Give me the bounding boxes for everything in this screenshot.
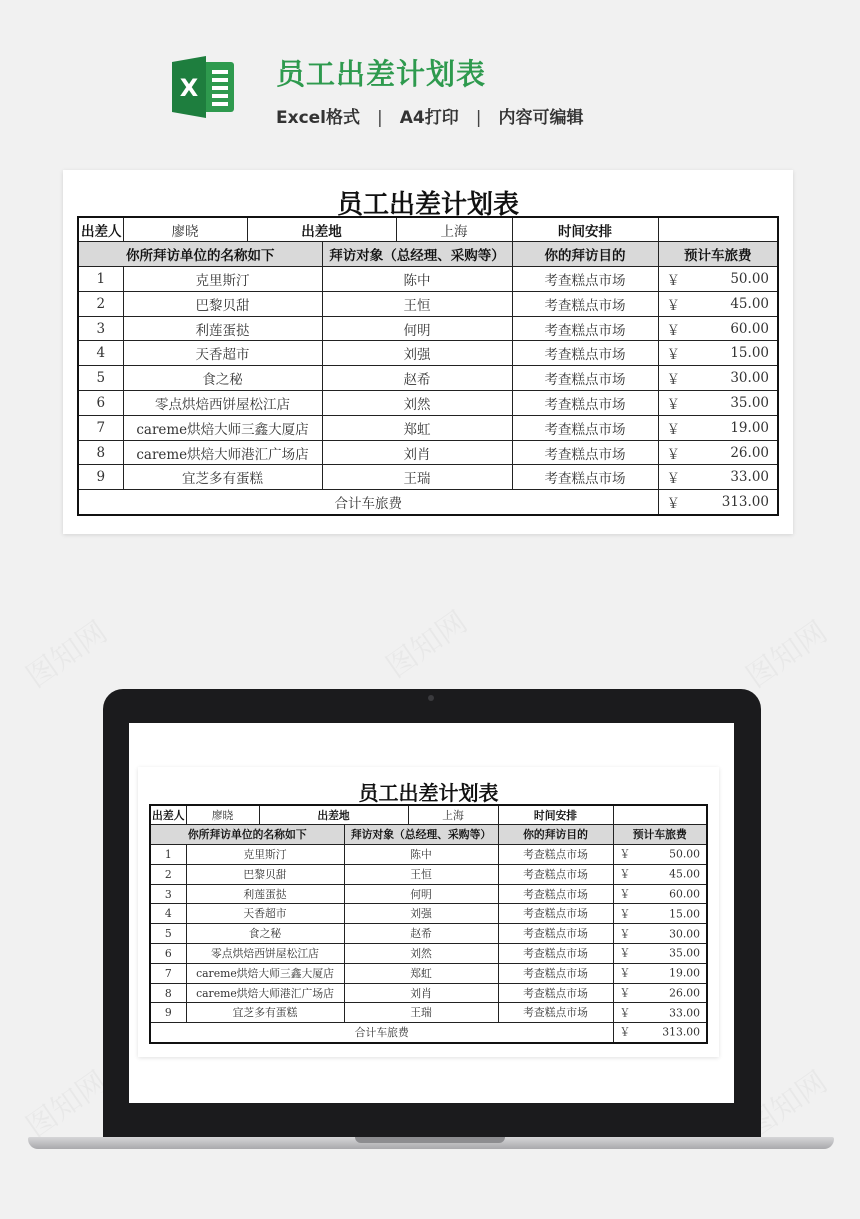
currency-symbol: ￥ (619, 1025, 631, 1039)
fee-amount: 35.00 (669, 946, 701, 960)
row-number: 8 (78, 440, 123, 465)
separator: | (377, 108, 383, 128)
travel-fee (613, 904, 707, 924)
travel-fee (613, 884, 707, 904)
currency-symbol: ￥ (619, 907, 631, 921)
travel-fee (613, 1003, 707, 1023)
currency-symbol: ￥ (619, 887, 631, 901)
unit-name: 零点烘焙西饼屋松江店 (186, 944, 344, 964)
format-tag: Excel格式 (276, 108, 361, 128)
contact-name: 何明 (344, 884, 498, 904)
total-fee (613, 1023, 707, 1043)
schedule-value (658, 217, 778, 242)
contact-name: 郑虹 (344, 963, 498, 983)
separator: | (475, 108, 482, 128)
table-row (78, 415, 778, 440)
travel-fee (658, 415, 778, 440)
table-row (150, 944, 707, 964)
traveler-value: 廖晓 (123, 217, 247, 242)
fee-amount: 50.00 (730, 270, 769, 287)
currency-symbol: ￥ (666, 322, 680, 339)
contact-name: 刘然 (322, 391, 512, 416)
contact-name: 陈中 (344, 845, 498, 865)
table-row (78, 366, 778, 391)
watermark (736, 608, 835, 696)
contact-name: 刘然 (344, 944, 498, 964)
contact-name: 陈中 (322, 267, 512, 292)
unit-name: 食之秘 (186, 924, 344, 944)
travel-fee (613, 924, 707, 944)
column-header-unit: 你所拜访单位的名称如下 (150, 825, 344, 845)
visit-purpose: 考查糕点市场 (498, 845, 613, 865)
visit-purpose: 考查糕点市场 (498, 944, 613, 964)
spreadsheet-preview (63, 170, 793, 534)
currency-symbol: ￥ (666, 446, 680, 463)
fee-amount: 50.00 (669, 847, 701, 861)
currency-symbol: ￥ (619, 946, 631, 960)
column-header-contact: 拜访对象（总经理、采购等） (344, 825, 498, 845)
excel-logo-icon (170, 56, 236, 118)
travel-fee (658, 366, 778, 391)
currency-symbol: ￥ (666, 372, 680, 389)
fee-amount: 45.00 (669, 867, 701, 881)
row-number: 3 (150, 884, 186, 904)
travel-fee (658, 465, 778, 490)
watermark (376, 598, 475, 686)
page-title: 员工出差计划表 (276, 57, 487, 91)
visit-purpose: 考查糕点市场 (498, 924, 613, 944)
total-label: 合计车旅费 (78, 490, 658, 515)
traveler-label: 出差人 (150, 805, 186, 825)
unit-name: careme烘焙大师港汇广场店 (186, 983, 344, 1003)
currency-symbol: ￥ (666, 347, 680, 364)
contact-name: 郑虹 (322, 415, 512, 440)
contact-name: 何明 (322, 316, 512, 341)
travel-fee (658, 291, 778, 316)
row-number: 8 (150, 983, 186, 1003)
travel-fee (613, 963, 707, 983)
travel-fee (613, 864, 707, 884)
travel-fee (658, 316, 778, 341)
currency-symbol: ￥ (666, 396, 680, 413)
column-header-fee: 预计车旅费 (613, 825, 707, 845)
row-number: 5 (150, 924, 186, 944)
unit-name: 宜芝多有蛋糕 (123, 465, 322, 490)
column-header-purpose: 你的拜访目的 (498, 825, 613, 845)
column-header-row (150, 825, 707, 845)
visit-purpose: 考查糕点市场 (498, 1003, 613, 1023)
table-row (150, 924, 707, 944)
schedule-label: 时间安排 (512, 217, 658, 242)
unit-name: 克里斯汀 (123, 267, 322, 292)
total-label: 合计车旅费 (150, 1023, 613, 1043)
column-header-contact: 拜访对象（总经理、采购等） (322, 242, 512, 267)
unit-name: 天香超市 (186, 904, 344, 924)
schedule-label: 时间安排 (498, 805, 613, 825)
travel-fee (613, 944, 707, 964)
fee-amount: 45.00 (730, 295, 769, 312)
table-row (78, 267, 778, 292)
table-body (78, 217, 778, 515)
table-row (150, 904, 707, 924)
visit-purpose: 考查糕点市场 (498, 884, 613, 904)
watermark (16, 608, 115, 696)
row-number: 2 (78, 291, 123, 316)
unit-name: 食之秘 (123, 366, 322, 391)
table-row (78, 291, 778, 316)
currency-symbol: ￥ (619, 927, 631, 941)
destination-value: 上海 (408, 805, 498, 825)
sheet-title: 员工出差计划表 (336, 190, 519, 220)
travel-fee (658, 341, 778, 366)
currency-symbol: ￥ (619, 867, 631, 881)
row-number: 4 (78, 341, 123, 366)
fee-amount: 15.00 (669, 907, 701, 921)
unit-name: 宜芝多有蛋糕 (186, 1003, 344, 1023)
contact-name: 刘肖 (344, 983, 498, 1003)
destination-label: 出差地 (247, 217, 396, 242)
table-row (78, 341, 778, 366)
contact-name: 王瑞 (322, 465, 512, 490)
visit-purpose: 考查糕点市场 (498, 864, 613, 884)
sheet-title: 员工出差计划表 (358, 781, 499, 805)
fee-amount: 26.00 (669, 986, 701, 1000)
row-number: 2 (150, 864, 186, 884)
unit-name: 零点烘焙西饼屋松江店 (123, 391, 322, 416)
row-number: 3 (78, 316, 123, 341)
info-row (78, 217, 778, 242)
fee-amount: 30.00 (730, 370, 769, 387)
row-number: 4 (150, 904, 186, 924)
info-row (150, 805, 707, 825)
visit-purpose: 考查糕点市场 (498, 983, 613, 1003)
visit-purpose: 考查糕点市场 (512, 391, 658, 416)
fee-amount: 313.00 (721, 493, 769, 510)
camera-icon (428, 695, 434, 701)
visit-purpose: 考查糕点市场 (512, 291, 658, 316)
fee-amount: 26.00 (730, 444, 769, 461)
table-body (150, 805, 707, 1043)
table-row (150, 1003, 707, 1023)
table-row (150, 845, 707, 865)
currency-symbol: ￥ (619, 1006, 631, 1020)
fee-amount: 33.00 (730, 469, 769, 486)
watermark (16, 1058, 115, 1146)
table-row (78, 316, 778, 341)
fee-amount: 19.00 (669, 966, 701, 980)
currency-symbol: ￥ (666, 272, 680, 289)
row-number: 7 (150, 963, 186, 983)
unit-name: 巴黎贝甜 (123, 291, 322, 316)
currency-symbol: ￥ (666, 471, 680, 488)
column-header-unit: 你所拜访单位的名称如下 (78, 242, 322, 267)
table-row (150, 884, 707, 904)
travel-fee (658, 440, 778, 465)
unit-name: careme烘焙大师港汇广场店 (123, 440, 322, 465)
total-row (150, 1023, 707, 1043)
unit-name: 克里斯汀 (186, 845, 344, 865)
visit-purpose: 考查糕点市场 (512, 415, 658, 440)
unit-name: 天香超市 (123, 341, 322, 366)
unit-name: 利莲蛋挞 (186, 884, 344, 904)
table-row (150, 963, 707, 983)
total-row (78, 490, 778, 515)
svg-text:X: X (179, 74, 199, 102)
laptop-screen (129, 723, 734, 1103)
unit-name: 巴黎贝甜 (186, 864, 344, 884)
contact-name: 王恒 (322, 291, 512, 316)
travel-plan-table (149, 804, 708, 1044)
total-fee (658, 490, 778, 515)
row-number: 5 (78, 366, 123, 391)
table-row (78, 465, 778, 490)
travel-plan-table (77, 216, 779, 516)
destination-value: 上海 (396, 217, 512, 242)
contact-name: 刘肖 (322, 440, 512, 465)
travel-fee (658, 391, 778, 416)
currency-symbol: ￥ (619, 847, 631, 861)
contact-name: 刘强 (344, 904, 498, 924)
column-header-fee: 预计车旅费 (658, 242, 778, 267)
fee-amount: 313.00 (662, 1025, 701, 1039)
fee-amount: 60.00 (669, 887, 701, 901)
edit-tag: 内容可编辑 (498, 108, 584, 128)
column-header-row (78, 242, 778, 267)
table-row (78, 391, 778, 416)
row-number: 9 (78, 465, 123, 490)
table-row (78, 440, 778, 465)
fee-amount: 19.00 (730, 419, 769, 436)
visit-purpose: 考查糕点市场 (512, 440, 658, 465)
traveler-value: 廖晓 (186, 805, 259, 825)
destination-label: 出差地 (259, 805, 408, 825)
currency-symbol: ￥ (666, 495, 680, 512)
row-number: 6 (78, 391, 123, 416)
unit-name: careme烘焙大师三鑫大厦店 (123, 415, 322, 440)
row-number: 9 (150, 1003, 186, 1023)
feature-tags (276, 103, 583, 128)
currency-symbol: ￥ (619, 966, 631, 980)
contact-name: 王瑞 (344, 1003, 498, 1023)
fee-amount: 30.00 (669, 927, 701, 941)
unit-name: 利莲蛋挞 (123, 316, 322, 341)
contact-name: 王恒 (344, 864, 498, 884)
row-number: 1 (150, 845, 186, 865)
spreadsheet-preview-mini (138, 767, 719, 1057)
laptop-bezel (103, 1103, 761, 1137)
column-header-purpose: 你的拜访目的 (512, 242, 658, 267)
travel-fee (613, 845, 707, 865)
visit-purpose: 考查糕点市场 (498, 904, 613, 924)
table-row (150, 864, 707, 884)
row-number: 6 (150, 944, 186, 964)
contact-name: 赵希 (322, 366, 512, 391)
fee-amount: 60.00 (730, 320, 769, 337)
visit-purpose: 考查糕点市场 (512, 465, 658, 490)
currency-symbol: ￥ (666, 297, 680, 314)
visit-purpose: 考查糕点市场 (512, 341, 658, 366)
travel-fee (613, 983, 707, 1003)
fee-amount: 33.00 (669, 1006, 701, 1020)
currency-symbol: ￥ (619, 986, 631, 1000)
travel-fee (658, 267, 778, 292)
fee-amount: 15.00 (730, 345, 769, 362)
contact-name: 刘强 (322, 341, 512, 366)
contact-name: 赵希 (344, 924, 498, 944)
visit-purpose: 考查糕点市场 (498, 963, 613, 983)
traveler-label: 出差人 (78, 217, 123, 242)
schedule-value (613, 805, 707, 825)
visit-purpose: 考查糕点市场 (512, 316, 658, 341)
row-number: 1 (78, 267, 123, 292)
visit-purpose: 考查糕点市场 (512, 267, 658, 292)
laptop-notch (355, 1137, 505, 1143)
row-number: 7 (78, 415, 123, 440)
table-row (150, 983, 707, 1003)
unit-name: careme烘焙大师三鑫大厦店 (186, 963, 344, 983)
print-tag: A4打印 (399, 108, 459, 128)
visit-purpose: 考查糕点市场 (512, 366, 658, 391)
currency-symbol: ￥ (666, 421, 680, 438)
fee-amount: 35.00 (730, 394, 769, 411)
